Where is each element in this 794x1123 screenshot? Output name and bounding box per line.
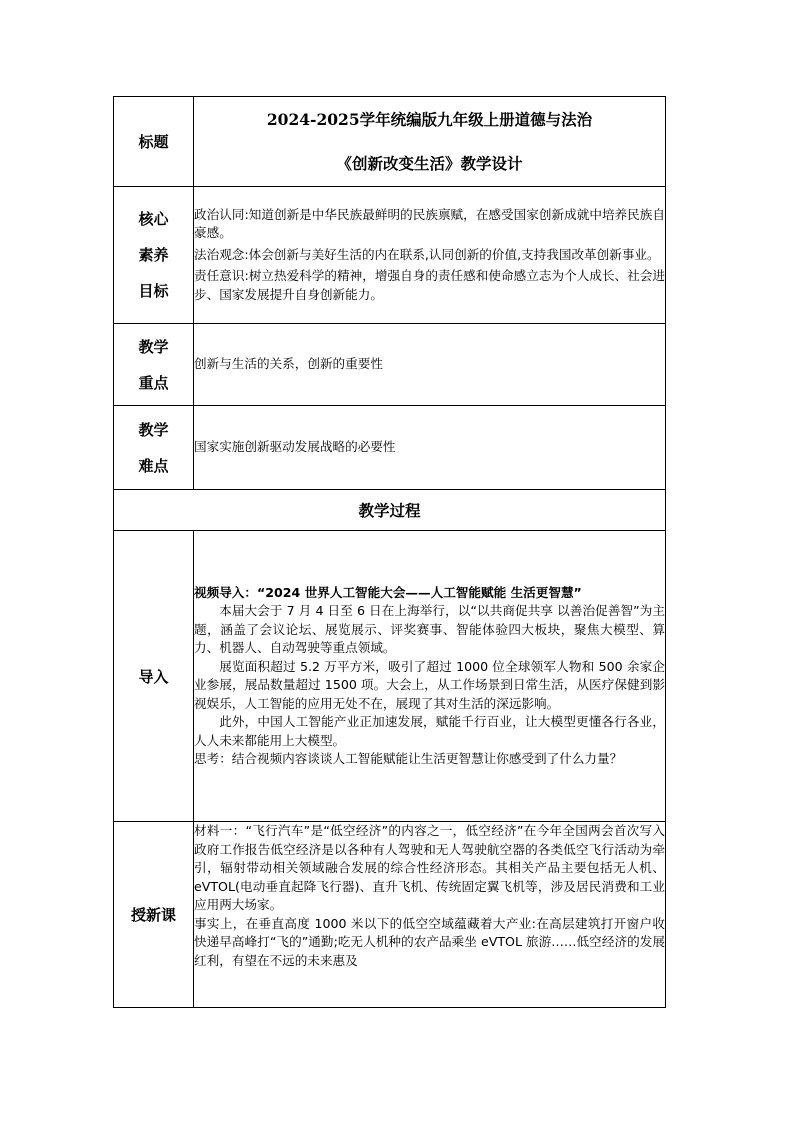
new-lesson-content <box>194 822 666 1008</box>
intro-row <box>114 531 666 822</box>
goal-responsibility: 责任意识:树立热爱科学的精神，增强自身的责任感和使命感立志为个人成长、社会进步、国家发展提升自身创新能力。 <box>194 268 665 302</box>
difficulties-row <box>114 406 666 490</box>
new-lesson-text <box>194 822 665 1002</box>
key-points-row <box>114 324 666 406</box>
material-paragraph: 材料一：“飞行汽车”是“低空经济”的内容之一，低空经济”在今年全国两会首次写入政府工作报告低空经济是以各种有人驾驶和无人驾驶航空器的各类低空飞行活动为牵引，辐射带动相关领域融合发展的综合性经济形态。其相关产品主要包括无人机、eVTOL(电动垂直起降飞行器)、直升飞机、传统固定翼飞机等，涉及居民消费和工业应用两大场家。 <box>194 823 665 912</box>
intro-lead: 视频导入：“2024 世界人工智能大会——人工智能赋能 生活更智慧” <box>194 584 582 600</box>
lesson-plan-table <box>113 96 666 1008</box>
document-title <box>194 97 666 187</box>
title-row <box>114 97 666 187</box>
process-heading-row <box>114 490 666 531</box>
difficulties-content: 国家实施创新驱动发展战略的必要性 <box>194 406 666 490</box>
intro-content <box>194 531 666 822</box>
goals-content <box>194 187 666 324</box>
material-paragraph: 事实上，在垂直高度 1000 米以下的低空空域蕴藏着大产业:在高层建筑打开窗户收快递早高峰打“飞的”通勤;吃无人机种的农产品乘坐 eVTOL 旅游……低空经济的发展红利，有望在不远的未来惠及 <box>194 915 665 968</box>
intro-paragraph: 展览面积超过 5.2 万平方米，吸引了超过 1000 位全球领军人物和 500 余家企业参展，展品数量超过 1500 项。大会上，从工作场景到日常生活，从医疗保健到影视娱乐，人工智能的应用无处不在，展现了其对生活的深远影响。 <box>194 658 665 711</box>
key-points-label: 教学 重点 <box>114 324 194 406</box>
title-line-1: 2024-2025学年统编版九年级上册道德与法治 <box>266 109 593 129</box>
key-points-content: 创新与生活的关系，创新的重要性 <box>194 324 666 406</box>
intro-paragraph: 本届大会于 7 月 4 日至 6 日在上海举行，以“以共商促共享 以善治促善智”为主题，涵盖了会议论坛、展览展示、评奖赛事、智能体验四大板块，聚焦大模型、算力、机器人、自动驾驶等重点领域。 <box>194 603 665 655</box>
intro-paragraph: 此外，中国人工智能产业正加速发展，赋能千行百业，让大模型更懂各行各业，人人未来都能用上大模型。 <box>194 714 665 748</box>
title-line-2: 《创新改变生活》教学设计 <box>336 153 523 173</box>
goal-legal: 法治观念:体会创新与美好生活的内在联系,认同创新的价值,支持我国改革创新事业。 <box>194 246 660 262</box>
new-lesson-label: 授新课 <box>114 822 194 1008</box>
title-label: 标题 <box>114 97 194 187</box>
intro-label: 导入 <box>114 531 194 822</box>
new-lesson-row <box>114 822 666 1008</box>
difficulties-label: 教学 难点 <box>114 406 194 490</box>
goal-political: 政治认同:知道创新是中华民族最鲜明的民族禀赋，在感受国家创新成就中培养民族自豪感。 <box>194 206 665 241</box>
process-heading: 教学过程 <box>114 490 666 531</box>
goals-row <box>114 187 666 324</box>
intro-question: 思考：结合视频内容谈谈人工智能赋能让生活更智慧让你感受到了什么力量？ <box>194 751 623 766</box>
goals-label: 核心 素养 目标 <box>114 187 194 324</box>
